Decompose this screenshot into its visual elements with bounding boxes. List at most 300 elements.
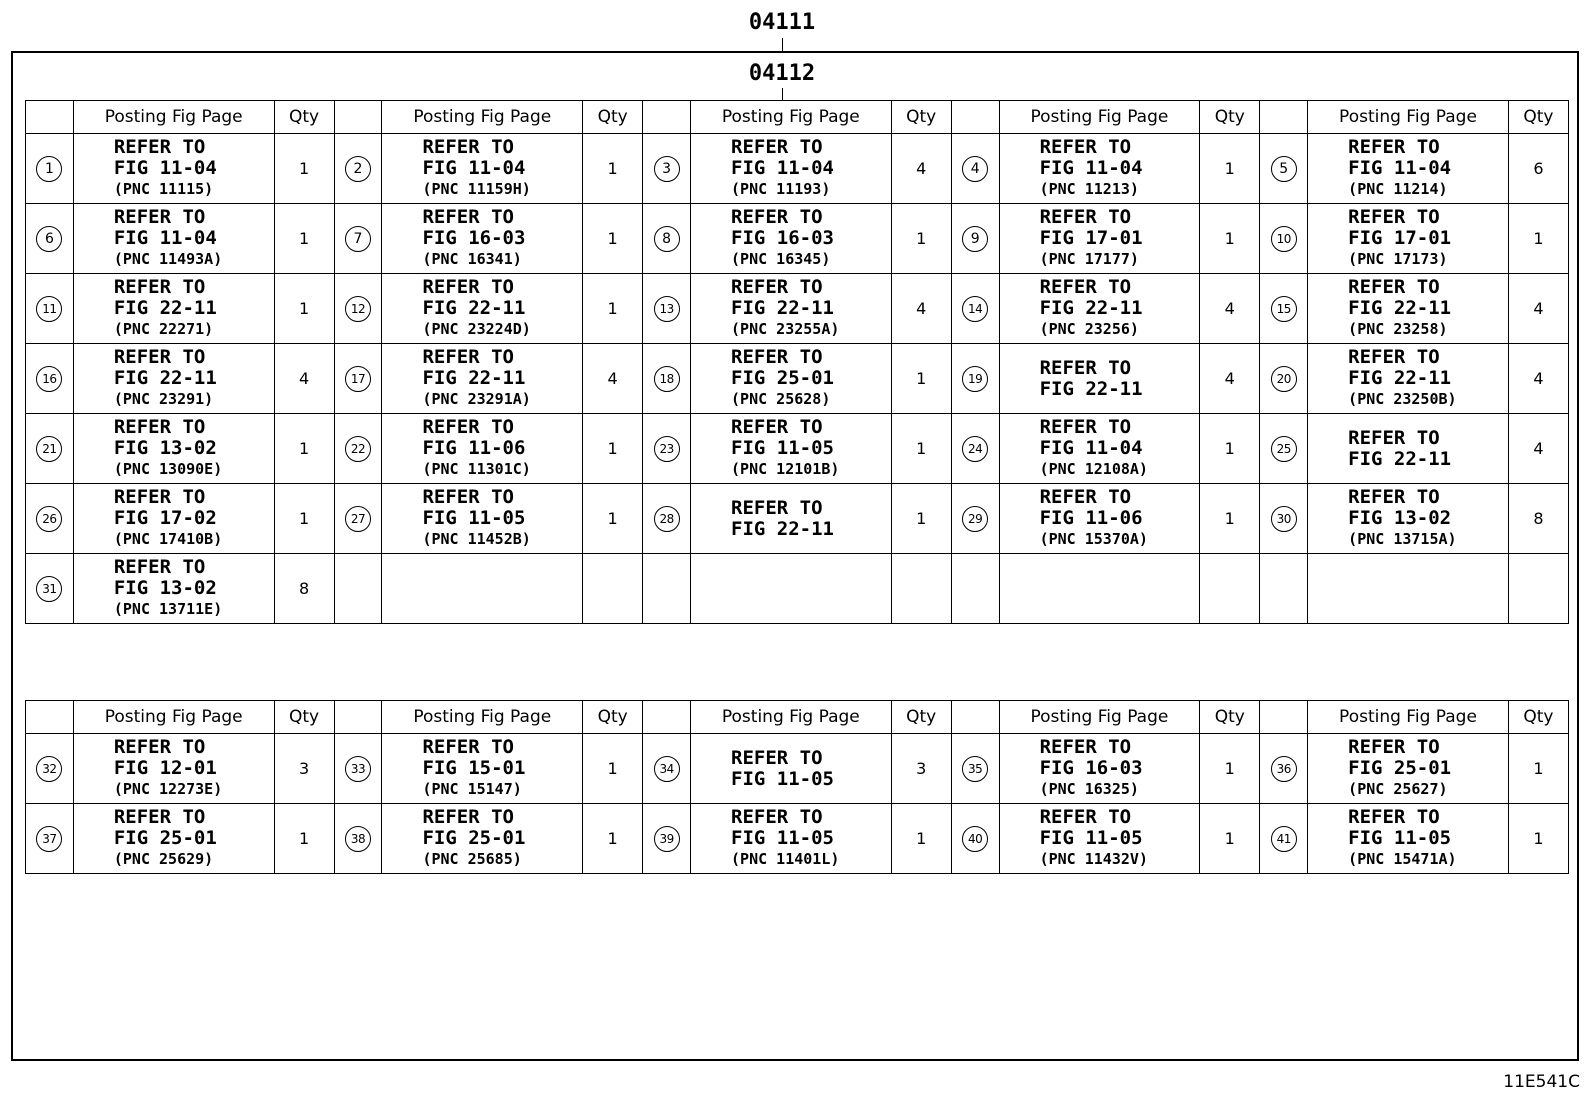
fig-reference: FIG 11-04	[113, 227, 217, 249]
item-number-circle: 8	[654, 226, 680, 252]
table-row	[26, 134, 1569, 204]
posting-fig-page-cell	[1308, 484, 1509, 554]
item-number-cell	[643, 554, 691, 624]
item-number-cell	[951, 804, 999, 874]
fig-reference: FIG 22-11	[731, 297, 834, 319]
item-number-cell	[334, 734, 382, 804]
item-number-circle: 12	[345, 296, 371, 322]
item-number-cell	[26, 804, 74, 874]
qty-cell: 1	[1508, 804, 1568, 874]
qty-cell: 1	[891, 414, 951, 484]
item-number-cell	[334, 554, 382, 624]
pnc-reference: (PNC 15370A)	[1039, 530, 1148, 548]
refer-to-text: REFER TO	[113, 556, 206, 578]
refer-to-text: REFER TO	[422, 486, 514, 508]
item-number-circle: 39	[654, 826, 680, 852]
parts-reference-table-1	[25, 100, 1569, 624]
header-posting-fig-page: Posting Fig Page	[73, 701, 274, 734]
qty-cell: 4	[1200, 274, 1260, 344]
table-row	[26, 204, 1569, 274]
header-number-cell	[643, 101, 691, 134]
item-number-circle: 37	[36, 826, 62, 852]
posting-fig-page-cell	[691, 204, 892, 274]
item-number-cell	[334, 274, 382, 344]
fig-reference: FIG 17-01	[1039, 227, 1143, 249]
posting-fig-page-cell	[73, 344, 274, 414]
item-number-circle: 38	[345, 826, 371, 852]
fig-reference: FIG 16-03	[731, 227, 834, 249]
qty-cell: 4	[891, 274, 951, 344]
item-number-circle: 29	[962, 506, 988, 532]
fig-reference: FIG 11-04	[113, 157, 217, 179]
table-row	[26, 734, 1569, 804]
header-qty: Qty	[583, 101, 643, 134]
item-number-cell	[334, 204, 382, 274]
refer-to-text: REFER TO	[113, 276, 206, 298]
header-posting-fig-page: Posting Fig Page	[999, 101, 1200, 134]
item-number-circle: 31	[36, 576, 62, 602]
qty-cell: 1	[583, 204, 643, 274]
posting-fig-page-cell	[691, 484, 892, 554]
item-number-cell	[334, 804, 382, 874]
header-qty: Qty	[1508, 701, 1568, 734]
fig-reference: FIG 22-11	[113, 367, 217, 389]
fig-reference: FIG 22-11	[1039, 377, 1143, 400]
item-number-cell	[951, 204, 999, 274]
posting-fig-page-cell	[691, 414, 892, 484]
refer-to-text: REFER TO	[731, 206, 823, 228]
qty-cell: 1	[274, 804, 334, 874]
fig-reference: FIG 11-05	[1348, 827, 1452, 849]
qty-cell	[583, 554, 643, 624]
pnc-reference: (PNC 11193)	[731, 180, 831, 198]
refer-to-text: REFER TO	[1039, 416, 1132, 438]
qty-cell: 1	[583, 804, 643, 874]
posting-fig-page-cell	[999, 274, 1200, 344]
item-number-circle: 13	[654, 296, 680, 322]
item-number-cell	[951, 734, 999, 804]
item-number-cell	[1260, 274, 1308, 344]
pnc-reference: (PNC 23291A)	[422, 390, 531, 408]
refer-to-text: REFER TO	[731, 746, 823, 769]
qty-cell: 1	[891, 344, 951, 414]
pnc-reference: (PNC 25628)	[731, 390, 831, 408]
qty-cell	[1200, 554, 1260, 624]
qty-cell: 8	[274, 554, 334, 624]
fig-reference: FIG 12-01	[113, 757, 217, 779]
qty-cell: 4	[1200, 344, 1260, 414]
item-number-cell	[643, 204, 691, 274]
posting-fig-page-cell	[691, 804, 892, 874]
refer-to-text: REFER TO	[113, 806, 206, 828]
item-number-circle: 5	[1271, 156, 1297, 182]
item-number-cell	[643, 804, 691, 874]
item-number-cell	[1260, 344, 1308, 414]
posting-fig-page-cell	[382, 804, 583, 874]
item-number-cell	[26, 414, 74, 484]
item-number-cell	[334, 134, 382, 204]
fig-reference: FIG 11-04	[1348, 157, 1452, 179]
pnc-reference: (PNC 12273E)	[113, 780, 223, 798]
item-number-cell	[1260, 204, 1308, 274]
qty-cell: 1	[274, 484, 334, 554]
fig-reference: FIG 13-02	[113, 437, 217, 459]
pnc-reference: (PNC 23255A)	[731, 320, 840, 338]
fig-reference: FIG 22-11	[422, 297, 526, 319]
fig-reference: FIG 22-11	[113, 297, 217, 319]
posting-fig-page-cell	[382, 134, 583, 204]
item-number-circle: 7	[345, 226, 371, 252]
header-qty: Qty	[891, 101, 951, 134]
refer-to-text: REFER TO	[1039, 806, 1132, 828]
posting-fig-page-cell	[1308, 804, 1509, 874]
item-number-circle: 2	[345, 156, 371, 182]
posting-fig-page-cell	[691, 134, 892, 204]
item-number-cell	[334, 414, 382, 484]
pnc-reference: (PNC 13711E)	[113, 600, 223, 618]
item-number-cell	[951, 414, 999, 484]
refer-to-text: REFER TO	[113, 346, 206, 368]
item-number-circle: 35	[962, 756, 988, 782]
parts-reference-table-2	[25, 700, 1569, 874]
header-posting-fig-page: Posting Fig Page	[382, 701, 583, 734]
header-number-cell	[334, 701, 382, 734]
item-number-circle: 28	[654, 506, 680, 532]
item-number-cell	[951, 274, 999, 344]
fig-reference: FIG 11-05	[731, 827, 834, 849]
item-number-circle: 34	[654, 756, 680, 782]
qty-cell: 4	[583, 344, 643, 414]
refer-to-text: REFER TO	[1348, 806, 1440, 828]
posting-fig-page-cell	[1308, 204, 1509, 274]
item-number-cell	[951, 554, 999, 624]
fig-reference: FIG 22-11	[1348, 447, 1452, 470]
item-number-circle: 22	[345, 436, 371, 462]
fig-reference: FIG 22-11	[731, 517, 834, 540]
posting-fig-page-cell	[382, 484, 583, 554]
pnc-reference: (PNC 17177)	[1039, 250, 1139, 268]
item-number-cell	[26, 734, 74, 804]
pnc-reference: (PNC 23256)	[1039, 320, 1139, 338]
pnc-reference: (PNC 23224D)	[422, 320, 531, 338]
posting-fig-page-cell	[73, 134, 274, 204]
fig-reference: FIG 11-05	[731, 767, 834, 790]
qty-cell: 1	[1508, 734, 1568, 804]
qty-cell: 1	[891, 204, 951, 274]
refer-to-text: REFER TO	[1348, 426, 1440, 449]
refer-to-text: REFER TO	[113, 206, 206, 228]
item-number-circle: 25	[1271, 436, 1297, 462]
table-row	[26, 414, 1569, 484]
qty-cell: 1	[274, 414, 334, 484]
qty-cell: 6	[1508, 134, 1568, 204]
refer-to-text: REFER TO	[1039, 136, 1132, 158]
item-number-circle: 21	[36, 436, 62, 462]
refer-to-text: REFER TO	[422, 276, 514, 298]
posting-fig-page-cell	[999, 134, 1200, 204]
header-number-cell	[1260, 101, 1308, 134]
item-number-cell	[26, 134, 74, 204]
item-number-circle: 18	[654, 366, 680, 392]
header-posting-fig-page: Posting Fig Page	[382, 101, 583, 134]
header-qty: Qty	[1200, 701, 1260, 734]
header-posting-fig-page: Posting Fig Page	[73, 101, 274, 134]
item-number-cell	[643, 734, 691, 804]
fig-reference: FIG 11-06	[422, 437, 526, 459]
refer-to-text: REFER TO	[1348, 736, 1440, 758]
fig-reference: FIG 11-04	[1039, 157, 1143, 179]
item-number-cell	[26, 484, 74, 554]
fig-reference: FIG 11-05	[731, 437, 834, 459]
refer-to-text: REFER TO	[422, 136, 514, 158]
item-number-circle: 23	[654, 436, 680, 462]
pnc-reference: (PNC 11301C)	[422, 460, 531, 478]
qty-cell: 1	[583, 414, 643, 484]
fig-reference: FIG 25-01	[1348, 757, 1452, 779]
qty-cell: 1	[583, 274, 643, 344]
posting-fig-page-cell	[73, 414, 274, 484]
pnc-reference: (PNC 12101B)	[731, 460, 840, 478]
posting-fig-page-cell	[691, 734, 892, 804]
pnc-reference: (PNC 25627)	[1348, 780, 1448, 798]
qty-cell: 1	[1200, 804, 1260, 874]
item-number-cell	[26, 554, 74, 624]
header-number-cell	[951, 101, 999, 134]
item-number-cell	[1260, 484, 1308, 554]
qty-cell: 4	[274, 344, 334, 414]
header-qty: Qty	[583, 701, 643, 734]
fig-reference: FIG 16-03	[1039, 757, 1143, 779]
item-number-circle: 3	[654, 156, 680, 182]
item-number-cell	[26, 274, 74, 344]
refer-to-text: REFER TO	[1348, 486, 1440, 508]
fig-reference: FIG 22-11	[1039, 297, 1143, 319]
refer-to-text: REFER TO	[1039, 486, 1132, 508]
item-number-circle: 20	[1271, 366, 1297, 392]
posting-fig-page-cell	[73, 734, 274, 804]
refer-to-text: REFER TO	[731, 416, 823, 438]
header-posting-fig-page: Posting Fig Page	[1308, 101, 1509, 134]
item-number-circle: 10	[1271, 226, 1297, 252]
posting-fig-page-cell	[1308, 274, 1509, 344]
qty-cell: 1	[274, 274, 334, 344]
posting-fig-page-cell	[1308, 414, 1509, 484]
qty-cell: 1	[1200, 134, 1260, 204]
pnc-reference: (PNC 11115)	[113, 180, 214, 198]
fig-reference: FIG 15-01	[422, 757, 526, 779]
pnc-reference: (PNC 25629)	[113, 850, 214, 868]
pnc-reference: (PNC 13715A)	[1348, 530, 1457, 548]
item-number-circle: 4	[962, 156, 988, 182]
qty-cell: 3	[274, 734, 334, 804]
leader-line-04111	[782, 38, 783, 51]
item-number-circle: 41	[1271, 826, 1297, 852]
refer-to-text: REFER TO	[422, 206, 514, 228]
refer-to-text: REFER TO	[1348, 206, 1440, 228]
pnc-reference: (PNC 11159H)	[422, 180, 531, 198]
item-number-circle: 24	[962, 436, 988, 462]
fig-reference: FIG 22-11	[1348, 367, 1452, 389]
posting-fig-page-cell	[999, 204, 1200, 274]
posting-fig-page-cell	[382, 554, 583, 624]
fig-reference: FIG 11-05	[1039, 827, 1143, 849]
header-posting-fig-page: Posting Fig Page	[1308, 701, 1509, 734]
fig-reference: FIG 11-06	[1039, 507, 1143, 529]
item-number-cell	[643, 274, 691, 344]
posting-fig-page-cell	[382, 344, 583, 414]
refer-to-text: REFER TO	[113, 736, 206, 758]
posting-fig-page-cell	[73, 204, 274, 274]
pnc-reference: (PNC 11214)	[1348, 180, 1448, 198]
refer-to-text: REFER TO	[422, 346, 514, 368]
item-number-cell	[951, 484, 999, 554]
refer-to-text: REFER TO	[113, 416, 206, 438]
refer-to-text: REFER TO	[731, 276, 823, 298]
item-number-circle: 6	[36, 226, 62, 252]
header-number-cell	[334, 101, 382, 134]
posting-fig-page-cell	[382, 274, 583, 344]
refer-to-text: REFER TO	[731, 496, 823, 519]
posting-fig-page-cell	[73, 804, 274, 874]
table-row	[26, 274, 1569, 344]
qty-cell: 4	[1508, 414, 1568, 484]
refer-to-text: REFER TO	[1348, 346, 1440, 368]
refer-to-text: REFER TO	[422, 736, 514, 758]
item-number-cell	[334, 344, 382, 414]
refer-to-text: REFER TO	[731, 136, 823, 158]
item-number-circle: 16	[36, 366, 62, 392]
qty-cell	[891, 554, 951, 624]
refer-to-text: REFER TO	[1039, 356, 1132, 379]
fig-reference: FIG 16-03	[422, 227, 526, 249]
header-qty: Qty	[1200, 101, 1260, 134]
header-qty: Qty	[1508, 101, 1568, 134]
posting-fig-page-cell	[691, 344, 892, 414]
qty-cell: 1	[274, 204, 334, 274]
item-number-circle: 40	[962, 826, 988, 852]
qty-cell: 1	[1200, 734, 1260, 804]
refer-to-text: REFER TO	[1348, 136, 1440, 158]
header-row	[26, 101, 1569, 134]
item-number-cell	[643, 344, 691, 414]
pnc-reference: (PNC 16341)	[422, 250, 522, 268]
refer-to-text: REFER TO	[422, 416, 514, 438]
table-row	[26, 484, 1569, 554]
pnc-reference: (PNC 11213)	[1039, 180, 1139, 198]
pnc-reference: (PNC 13090E)	[113, 460, 223, 478]
header-qty: Qty	[274, 701, 334, 734]
item-number-cell	[643, 414, 691, 484]
pnc-reference: (PNC 17410B)	[113, 530, 223, 548]
item-number-cell	[1260, 554, 1308, 624]
fig-reference: FIG 25-01	[422, 827, 526, 849]
fig-reference: FIG 25-01	[113, 827, 217, 849]
qty-cell: 8	[1508, 484, 1568, 554]
item-number-cell	[1260, 804, 1308, 874]
item-number-circle: 14	[962, 296, 988, 322]
table-row	[26, 804, 1569, 874]
pnc-reference: (PNC 25685)	[422, 850, 522, 868]
pnc-reference: (PNC 15147)	[422, 780, 522, 798]
header-row	[26, 701, 1569, 734]
header-posting-fig-page: Posting Fig Page	[691, 101, 892, 134]
fig-reference: FIG 13-02	[113, 577, 217, 599]
pnc-reference: (PNC 16345)	[731, 250, 831, 268]
item-number-cell	[643, 484, 691, 554]
header-posting-fig-page: Posting Fig Page	[691, 701, 892, 734]
fig-reference: FIG 11-04	[1039, 437, 1143, 459]
posting-fig-page-cell	[999, 414, 1200, 484]
refer-to-text: REFER TO	[1348, 276, 1440, 298]
pnc-reference: (PNC 11401L)	[731, 850, 840, 868]
assembly-code-04111: 04111	[748, 10, 816, 35]
posting-fig-page-cell	[1308, 134, 1509, 204]
header-number-cell	[26, 701, 74, 734]
qty-cell: 1	[1200, 484, 1260, 554]
qty-cell: 4	[1508, 274, 1568, 344]
posting-fig-page-cell	[999, 554, 1200, 624]
qty-cell	[1508, 554, 1568, 624]
fig-reference: FIG 11-04	[731, 157, 834, 179]
header-number-cell	[951, 701, 999, 734]
fig-reference: FIG 11-04	[422, 157, 526, 179]
posting-fig-page-cell	[382, 204, 583, 274]
pnc-reference: (PNC 23250B)	[1348, 390, 1457, 408]
pnc-reference: (PNC 15471A)	[1348, 850, 1457, 868]
qty-cell: 1	[1508, 204, 1568, 274]
header-number-cell	[643, 701, 691, 734]
pnc-reference: (PNC 17173)	[1348, 250, 1448, 268]
posting-fig-page-cell	[1308, 554, 1509, 624]
qty-cell: 1	[1200, 204, 1260, 274]
item-number-cell	[334, 484, 382, 554]
item-number-cell	[26, 344, 74, 414]
qty-cell: 3	[891, 734, 951, 804]
refer-to-text: REFER TO	[113, 486, 206, 508]
item-number-circle: 15	[1271, 296, 1297, 322]
qty-cell: 1	[583, 734, 643, 804]
refer-to-text: REFER TO	[1039, 736, 1132, 758]
qty-cell: 1	[583, 134, 643, 204]
header-qty: Qty	[891, 701, 951, 734]
posting-fig-page-cell	[999, 804, 1200, 874]
fig-reference: FIG 25-01	[731, 367, 834, 389]
posting-fig-page-cell	[999, 734, 1200, 804]
item-number-circle: 1	[36, 156, 62, 182]
qty-cell: 1	[1200, 414, 1260, 484]
qty-cell: 1	[891, 804, 951, 874]
item-number-circle: 33	[345, 756, 371, 782]
table-row	[26, 344, 1569, 414]
header-number-cell	[1260, 701, 1308, 734]
pnc-reference: (PNC 16325)	[1039, 780, 1139, 798]
pnc-reference: (PNC 12108A)	[1039, 460, 1148, 478]
table-row	[26, 554, 1569, 624]
item-number-circle: 11	[36, 296, 62, 322]
item-number-circle: 9	[962, 226, 988, 252]
fig-reference: FIG 17-01	[1348, 227, 1452, 249]
refer-to-text: REFER TO	[1039, 206, 1132, 228]
item-number-cell	[1260, 734, 1308, 804]
illustration-code: 11E541C	[1503, 1072, 1580, 1092]
header-qty: Qty	[274, 101, 334, 134]
pnc-reference: (PNC 11452B)	[422, 530, 531, 548]
fig-reference: FIG 11-05	[422, 507, 526, 529]
posting-fig-page-cell	[382, 734, 583, 804]
item-number-circle: 32	[36, 756, 62, 782]
pnc-reference: (PNC 11432V)	[1039, 850, 1148, 868]
posting-fig-page-cell	[73, 484, 274, 554]
